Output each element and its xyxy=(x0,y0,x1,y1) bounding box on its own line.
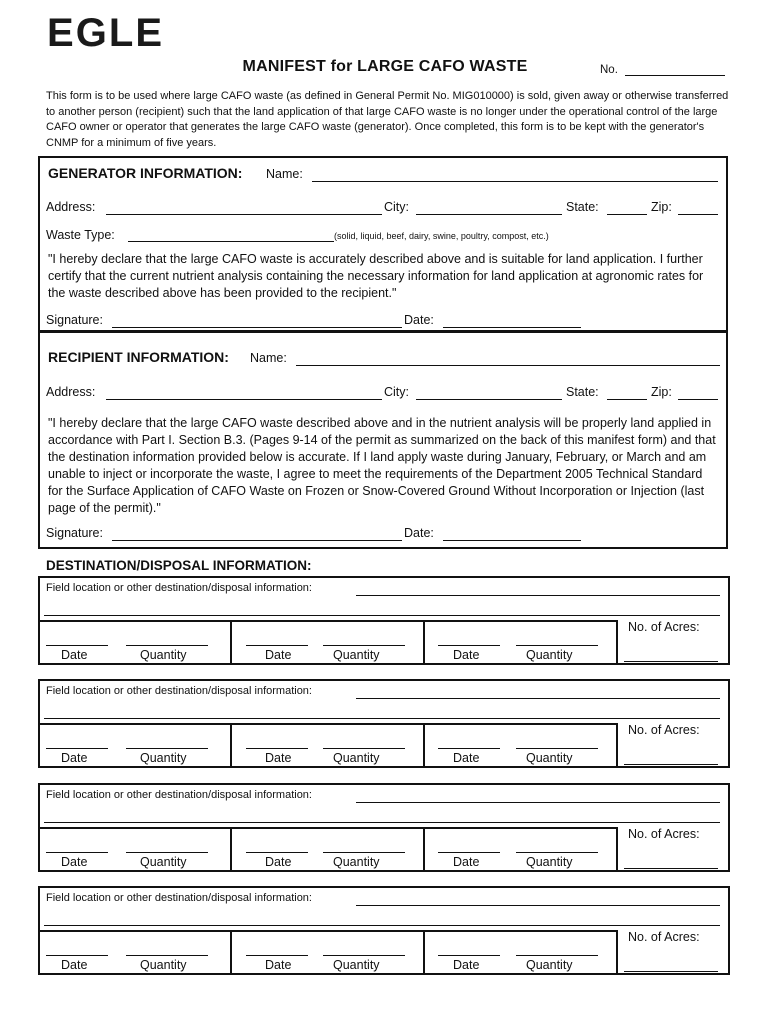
recipient-section xyxy=(38,331,728,549)
quantity-label: Quantity xyxy=(526,958,573,972)
date-label: Date xyxy=(61,855,88,869)
recipient-city-label: City: xyxy=(384,385,409,399)
date-field-1[interactable] xyxy=(46,955,108,956)
date-label: Date xyxy=(61,958,88,972)
field-location-field[interactable] xyxy=(356,698,720,699)
egle-logo-text: EGLE xyxy=(47,12,163,50)
generator-city-label: City: xyxy=(384,200,409,214)
date-label: Date xyxy=(453,855,480,869)
field-location-label: Field location or other destination/disposal information: xyxy=(46,892,312,904)
date-field-2[interactable] xyxy=(246,852,308,853)
date-field-3[interactable] xyxy=(438,645,500,646)
quantity-label: Quantity xyxy=(140,751,187,765)
generator-address-label: Address: xyxy=(46,200,96,214)
date-field-1[interactable] xyxy=(46,852,108,853)
quantity-label: Quantity xyxy=(333,648,380,662)
recipient-state-label: State: xyxy=(566,385,599,399)
date-label: Date xyxy=(453,751,480,765)
waste-type-field[interactable] xyxy=(128,241,334,242)
field-location-field[interactable] xyxy=(356,595,720,596)
acres-label: No. of Acres: xyxy=(628,620,700,634)
acres-field[interactable] xyxy=(624,661,718,662)
recipient-state-field[interactable] xyxy=(607,399,647,400)
waste-type-hint: (solid, liquid, beef, dairy, swine, poultry, compost, etc.) xyxy=(334,231,549,241)
date-label: Date xyxy=(453,958,480,972)
generator-name-field[interactable] xyxy=(312,181,718,182)
generator-name-label: Name: xyxy=(266,167,303,181)
date-field-1[interactable] xyxy=(46,645,108,646)
generator-state-field[interactable] xyxy=(607,214,647,215)
date-field-1[interactable] xyxy=(46,748,108,749)
generator-date-field[interactable] xyxy=(443,327,581,328)
quantity-field-3[interactable] xyxy=(516,955,598,956)
field-location-label: Field location or other destination/disposal information: xyxy=(46,789,312,801)
quantity-label: Quantity xyxy=(140,958,187,972)
date-label: Date xyxy=(61,751,88,765)
generator-date-label: Date: xyxy=(404,313,434,327)
entry-cell-2 xyxy=(232,620,425,663)
date-field-3[interactable] xyxy=(438,748,500,749)
quantity-field-2[interactable] xyxy=(323,852,405,853)
quantity-label: Quantity xyxy=(526,855,573,869)
generator-signature-label: Signature: xyxy=(46,313,103,327)
recipient-address-label: Address: xyxy=(46,385,96,399)
quantity-field-3[interactable] xyxy=(516,645,598,646)
quantity-label: Quantity xyxy=(526,648,573,662)
date-field-3[interactable] xyxy=(438,955,500,956)
recipient-heading: RECIPIENT INFORMATION: xyxy=(48,349,229,365)
intro-text: This form is to be used where large CAFO waste (as defined in General Permit No. MIG010000) is sold, given away or otherwise transferred to another person (recipient) such that the land application of that large CAFO waste is no longer under the operational control of the large CAFO owner or operator that generates the large CAFO waste (generator). Once completed, this form is to be kept with the generator's CNMP for a minimum of five years. xyxy=(46,90,729,149)
egle-logo xyxy=(47,12,165,50)
field-location-field[interactable] xyxy=(356,905,720,906)
acres-label: No. of Acres: xyxy=(628,723,700,737)
entry-cell-2 xyxy=(232,827,425,870)
generator-heading: GENERATOR INFORMATION: xyxy=(48,165,243,181)
recipient-signature-label: Signature: xyxy=(46,526,103,540)
recipient-city-field[interactable] xyxy=(416,399,562,400)
quantity-label: Quantity xyxy=(333,751,380,765)
generator-zip-field[interactable] xyxy=(678,214,718,215)
recipient-address-field[interactable] xyxy=(106,399,382,400)
field-location-label: Field location or other destination/disposal information: xyxy=(46,582,312,594)
field-location-field-line2[interactable] xyxy=(44,615,720,616)
destination-block-2 xyxy=(38,679,730,768)
field-location-label: Field location or other destination/disposal information: xyxy=(46,685,312,697)
date-label: Date xyxy=(265,958,292,972)
date-label: Date xyxy=(265,855,292,869)
date-field-3[interactable] xyxy=(438,852,500,853)
date-field-2[interactable] xyxy=(246,645,308,646)
quantity-label: Quantity xyxy=(140,855,187,869)
acres-field[interactable] xyxy=(624,868,718,869)
date-label: Date xyxy=(61,648,88,662)
quantity-label: Quantity xyxy=(333,958,380,972)
generator-declaration: "I hereby declare that the large CAFO waste is accurately described above and is suitable for land application. I further certify that the current nutrient analysis containing the necessary information for land application at agronomic rates for the waste described above has been provided to the recipient." xyxy=(48,252,704,300)
quantity-field-2[interactable] xyxy=(323,645,405,646)
manifest-number-label: No. xyxy=(600,64,618,76)
entry-cell-2 xyxy=(232,723,425,766)
quantity-field-1[interactable] xyxy=(126,955,208,956)
field-location-field[interactable] xyxy=(356,802,720,803)
quantity-field-2[interactable] xyxy=(323,955,405,956)
recipient-name-label: Name: xyxy=(250,351,287,365)
recipient-zip-label: Zip: xyxy=(651,385,672,399)
field-location-field-line2[interactable] xyxy=(44,925,720,926)
field-location-field-line2[interactable] xyxy=(44,822,720,823)
date-label: Date xyxy=(453,648,480,662)
destination-block-3 xyxy=(38,783,730,872)
date-label: Date xyxy=(265,751,292,765)
generator-state-label: State: xyxy=(566,200,599,214)
quantity-field-3[interactable] xyxy=(516,852,598,853)
generator-section xyxy=(38,156,728,332)
waste-type-label: Waste Type: xyxy=(46,228,115,242)
recipient-name-field[interactable] xyxy=(296,365,720,366)
destination-block-1 xyxy=(38,576,730,665)
recipient-date-label: Date: xyxy=(404,526,434,540)
acres-field[interactable] xyxy=(624,971,718,972)
destination-heading: DESTINATION/DISPOSAL INFORMATION: xyxy=(46,558,312,573)
quantity-label: Quantity xyxy=(333,855,380,869)
acres-label: No. of Acres: xyxy=(628,930,700,944)
recipient-signature-field[interactable] xyxy=(112,540,402,541)
date-field-2[interactable] xyxy=(246,955,308,956)
recipient-zip-field[interactable] xyxy=(678,399,718,400)
quantity-field-1[interactable] xyxy=(126,748,208,749)
acres-field[interactable] xyxy=(624,764,718,765)
page-title: MANIFEST for LARGE CAFO WASTE xyxy=(242,58,528,75)
generator-signature-field[interactable] xyxy=(112,327,402,328)
date-label: Date xyxy=(265,648,292,662)
recipient-date-field[interactable] xyxy=(443,540,581,541)
date-field-2[interactable] xyxy=(246,748,308,749)
manifest-number-field[interactable] xyxy=(625,75,725,76)
field-location-field-line2[interactable] xyxy=(44,718,720,719)
entry-cell-2 xyxy=(232,930,425,973)
quantity-field-2[interactable] xyxy=(323,748,405,749)
quantity-field-1[interactable] xyxy=(126,852,208,853)
quantity-field-1[interactable] xyxy=(126,645,208,646)
generator-zip-label: Zip: xyxy=(651,200,672,214)
generator-address-field[interactable] xyxy=(106,214,382,215)
quantity-field-3[interactable] xyxy=(516,748,598,749)
quantity-label: Quantity xyxy=(140,648,187,662)
recipient-declaration: "I hereby declare that the large CAFO waste described above and in the nutrient analysis will be properly land applied in accordance with Part I. Section B.3. (Pages 9-14 of the permit as summarized on the back of this manifest form) and that the destination information provided below is accurate. If I land apply waste during January, February, or March and am unable to inject or incorporate the waste, I agree to meet the requirements of the Department 2005 Technical Standard for the Surface Application of CAFO Waste on Frozen or Snow-Covered Ground Without Incorporation or Injection (last page of the permit)." xyxy=(48,416,716,515)
acres-label: No. of Acres: xyxy=(628,827,700,841)
quantity-label: Quantity xyxy=(526,751,573,765)
generator-city-field[interactable] xyxy=(416,214,562,215)
destination-block-4 xyxy=(38,886,730,975)
